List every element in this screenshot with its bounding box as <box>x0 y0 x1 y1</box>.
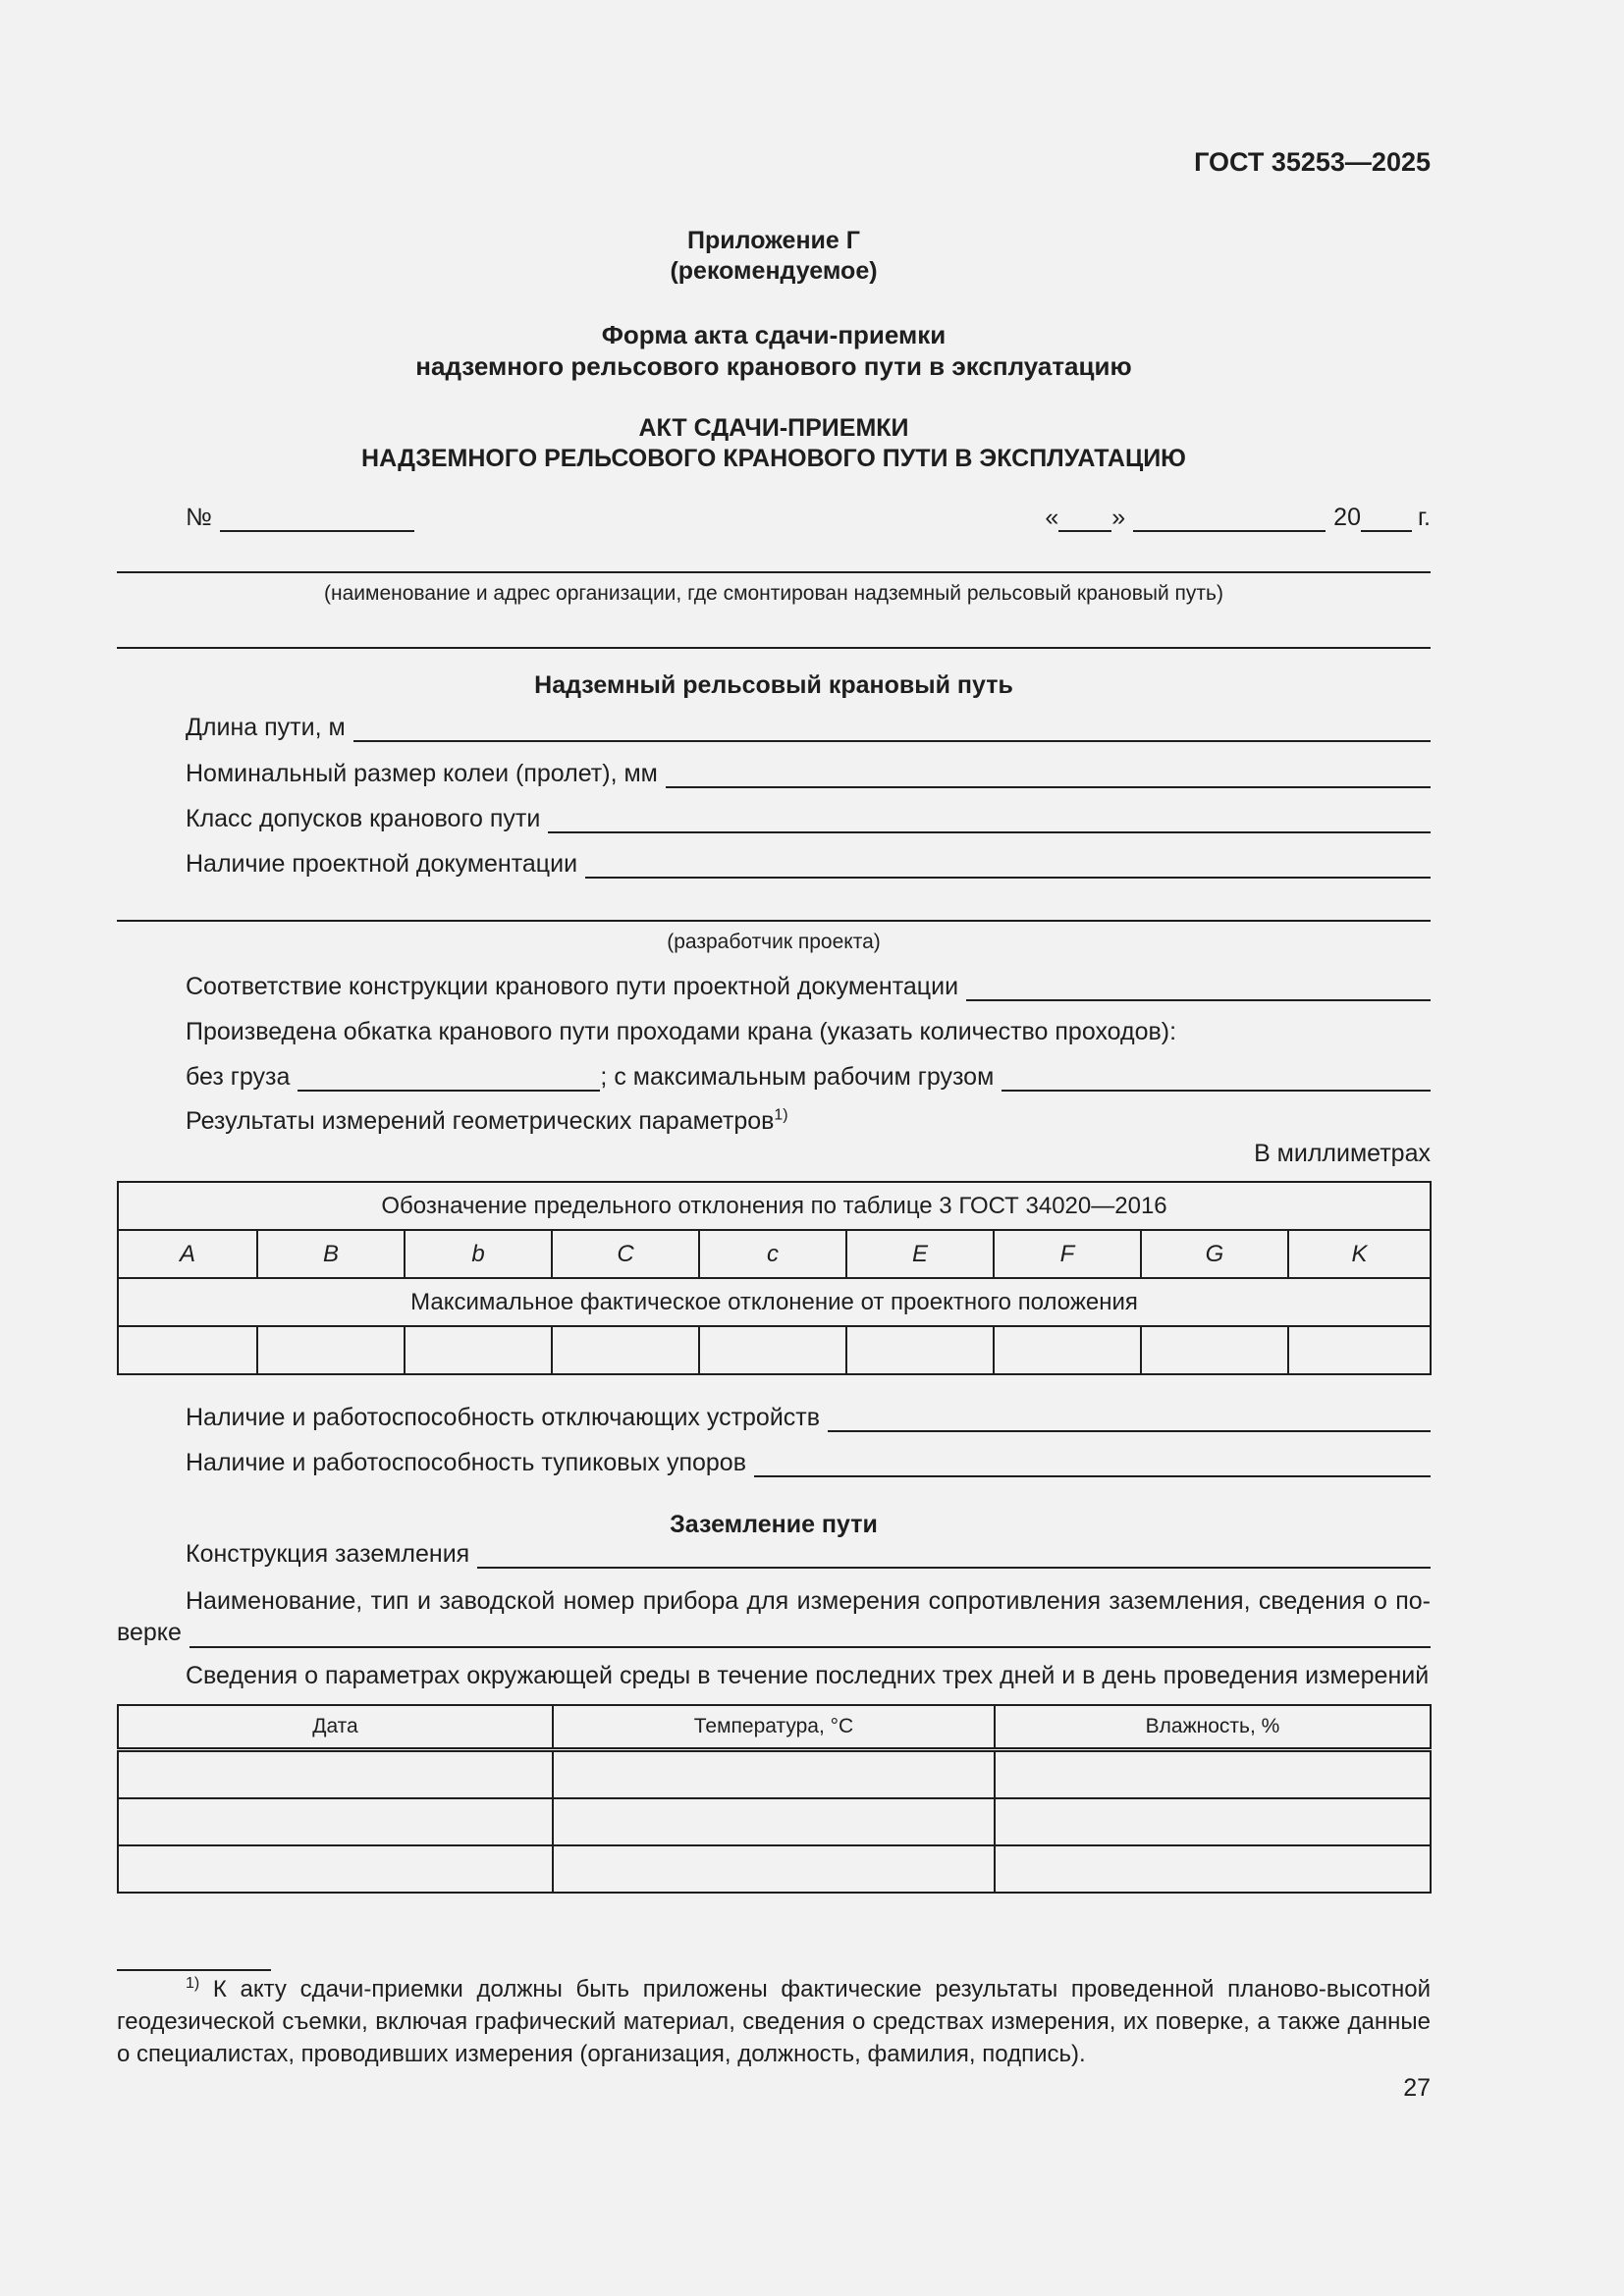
table-row <box>118 1326 1431 1374</box>
year-suffix: г. <box>1417 504 1431 531</box>
table-cell[interactable] <box>1288 1326 1431 1374</box>
table-cell[interactable] <box>118 1845 553 1893</box>
load-fields <box>117 1063 1431 1092</box>
environment-table <box>117 1704 1432 1894</box>
table-cell[interactable] <box>118 1798 553 1845</box>
field-label: Конструкция заземления <box>186 1540 470 1568</box>
table-cell: F <box>994 1230 1141 1278</box>
table-cell[interactable] <box>995 1750 1431 1799</box>
appendix-status: (рекомендуемое) <box>670 257 878 285</box>
table-cell: E <box>846 1230 994 1278</box>
table-cell[interactable] <box>699 1326 846 1374</box>
field-label: Наличие проектной документации <box>186 850 578 878</box>
gauge-field <box>117 760 1431 788</box>
footnote-text: К акту сдачи-приемки должны быть приложены фактические результаты проведенной планово-высотной геодезической съемки, включая графический материал, сведения о средствах измерения, их поверке, а также данные о специалистах, проводивших измерения (организация, должность, фамилия, подпись). <box>117 1976 1431 2067</box>
table-cell[interactable] <box>1141 1326 1288 1374</box>
appendix-heading <box>117 226 1431 287</box>
year-prefix: 20 <box>1333 504 1361 531</box>
table-cell[interactable] <box>118 1750 553 1799</box>
results-label: Результаты измерений геометрических параметров <box>186 1107 775 1135</box>
instrument-text-line1: Наименование, тип и заводской номер прибора для измерения сопротивления заземления, сведения о по- <box>186 1587 1431 1615</box>
appendix-title: Приложение Г <box>687 227 860 254</box>
table-row <box>118 1845 1431 1893</box>
act-date <box>1045 504 1431 532</box>
table-cell[interactable] <box>552 1326 699 1374</box>
field-blank[interactable] <box>189 1621 1431 1648</box>
act-title-line2: НАДЗЕМНОГО РЕЛЬСОВОГО КРАНОВОГО ПУТИ В ЭКСПЛУАТАЦИЮ <box>361 445 1186 472</box>
table-cell[interactable] <box>846 1326 994 1374</box>
developer-line[interactable] <box>117 920 1431 922</box>
table-cell[interactable] <box>995 1798 1431 1845</box>
field-blank[interactable] <box>666 761 1431 788</box>
max-load-blank[interactable] <box>1001 1064 1431 1092</box>
field-blank[interactable] <box>754 1450 1431 1477</box>
footnote-separator <box>117 1969 271 1971</box>
measurement-results <box>117 1107 1431 1136</box>
no-load-blank[interactable] <box>298 1064 600 1092</box>
table-cell[interactable] <box>994 1326 1141 1374</box>
number-date-row <box>117 504 1431 537</box>
table-cell: K <box>1288 1230 1431 1278</box>
organization-line-2[interactable] <box>117 647 1431 649</box>
track-length-field <box>117 714 1431 742</box>
table-row <box>118 1230 1431 1278</box>
end-stops-field <box>117 1449 1431 1477</box>
column-header-date: Дата <box>118 1705 553 1750</box>
footnote-marker: 1) <box>186 1975 200 1992</box>
section-crane-track: Надземный рельсовый крановый путь <box>534 671 1013 699</box>
field-label: Длина пути, м <box>186 714 346 741</box>
field-label: Класс допусков кранового пути <box>186 805 541 832</box>
table-cell[interactable] <box>553 1845 995 1893</box>
organization-caption: (наименование и адрес организации, где смонтирован надземный рельсовый крановый путь) <box>324 582 1223 605</box>
act-title <box>117 413 1431 474</box>
field-blank[interactable] <box>548 806 1431 833</box>
form-title <box>117 319 1431 382</box>
field-label: Наличие и работоспособность отключающих устройств <box>186 1404 821 1431</box>
number-blank[interactable] <box>220 505 414 532</box>
footnote-ref: 1) <box>774 1106 788 1124</box>
table-row <box>118 1798 1431 1845</box>
field-blank[interactable] <box>828 1405 1431 1432</box>
field-blank[interactable] <box>477 1541 1431 1569</box>
environment-text: Сведения о параметрах окружающей среды в течение последних трех дней и в день проведения измерений <box>186 1662 1430 1689</box>
deviation-table <box>117 1181 1432 1375</box>
disconnect-devices-field <box>117 1404 1431 1432</box>
table-cell: G <box>1141 1230 1288 1278</box>
instrument-text-line2: верке <box>117 1619 182 1646</box>
run-in-text: Произведена обкатка кранового пути проходами крана (указать количество проходов): <box>186 1018 1177 1045</box>
footnote <box>117 1973 1431 2070</box>
act-title-line1: АКТ СДАЧИ-ПРИЕМКИ <box>638 414 909 442</box>
table-header: Обозначение предельного отклонения по таблице 3 ГОСТ 34020—2016 <box>118 1182 1431 1230</box>
table-cell[interactable] <box>553 1750 995 1799</box>
field-blank[interactable] <box>966 974 1431 1001</box>
column-header-temperature: Температура, °С <box>553 1705 995 1750</box>
no-load-label: без груза <box>186 1063 291 1091</box>
section-grounding: Заземление пути <box>670 1511 878 1538</box>
instrument-field <box>117 1585 1431 1648</box>
field-blank[interactable] <box>353 715 1431 742</box>
field-label: Наличие и работоспособность тупиковых упоров <box>186 1449 746 1476</box>
standard-number: ГОСТ 35253—2025 <box>1194 147 1431 177</box>
page-number: 27 <box>1403 2074 1431 2102</box>
table-cell[interactable] <box>118 1326 257 1374</box>
units-label: В миллиметрах <box>1254 1140 1431 1167</box>
table-row <box>118 1750 1431 1799</box>
tolerance-class-field <box>117 805 1431 833</box>
table-cell[interactable] <box>257 1326 405 1374</box>
table-cell[interactable] <box>553 1798 995 1845</box>
month-blank[interactable] <box>1133 505 1326 532</box>
field-label: Номинальный размер колеи (пролет), мм <box>186 760 658 787</box>
table-cell[interactable] <box>995 1845 1431 1893</box>
date-quote-close: » <box>1111 504 1126 531</box>
field-label: Соответствие конструкции кранового пути проектной документации <box>186 973 959 1000</box>
table-cell: B <box>257 1230 405 1278</box>
max-load-label: ; с максимальным рабочим грузом <box>600 1063 995 1091</box>
table-cell[interactable] <box>405 1326 552 1374</box>
developer-caption: (разработчик проекта) <box>667 931 881 953</box>
design-docs-field <box>117 850 1431 879</box>
column-header-humidity: Влажность, % <box>995 1705 1431 1750</box>
number-sign: № <box>186 504 212 531</box>
form-title-line2: надземного рельсового кранового пути в эксплуатацию <box>415 351 1132 381</box>
table-cell: b <box>405 1230 552 1278</box>
form-title-line1: Форма акта сдачи-приемки <box>601 320 947 349</box>
table-header-row <box>118 1705 1431 1750</box>
field-blank[interactable] <box>585 851 1431 879</box>
grounding-construction-field <box>117 1540 1431 1569</box>
table-cell: c <box>699 1230 846 1278</box>
year-blank[interactable] <box>1361 505 1412 532</box>
day-blank[interactable] <box>1058 505 1111 532</box>
date-quote-open: « <box>1045 504 1059 531</box>
table-cell: C <box>552 1230 699 1278</box>
conformity-field <box>117 973 1431 1001</box>
table-subheader: Максимальное фактическое отклонение от проектного положения <box>118 1278 1431 1326</box>
organization-line[interactable] <box>117 571 1431 573</box>
table-cell: A <box>118 1230 257 1278</box>
act-number <box>186 504 414 532</box>
